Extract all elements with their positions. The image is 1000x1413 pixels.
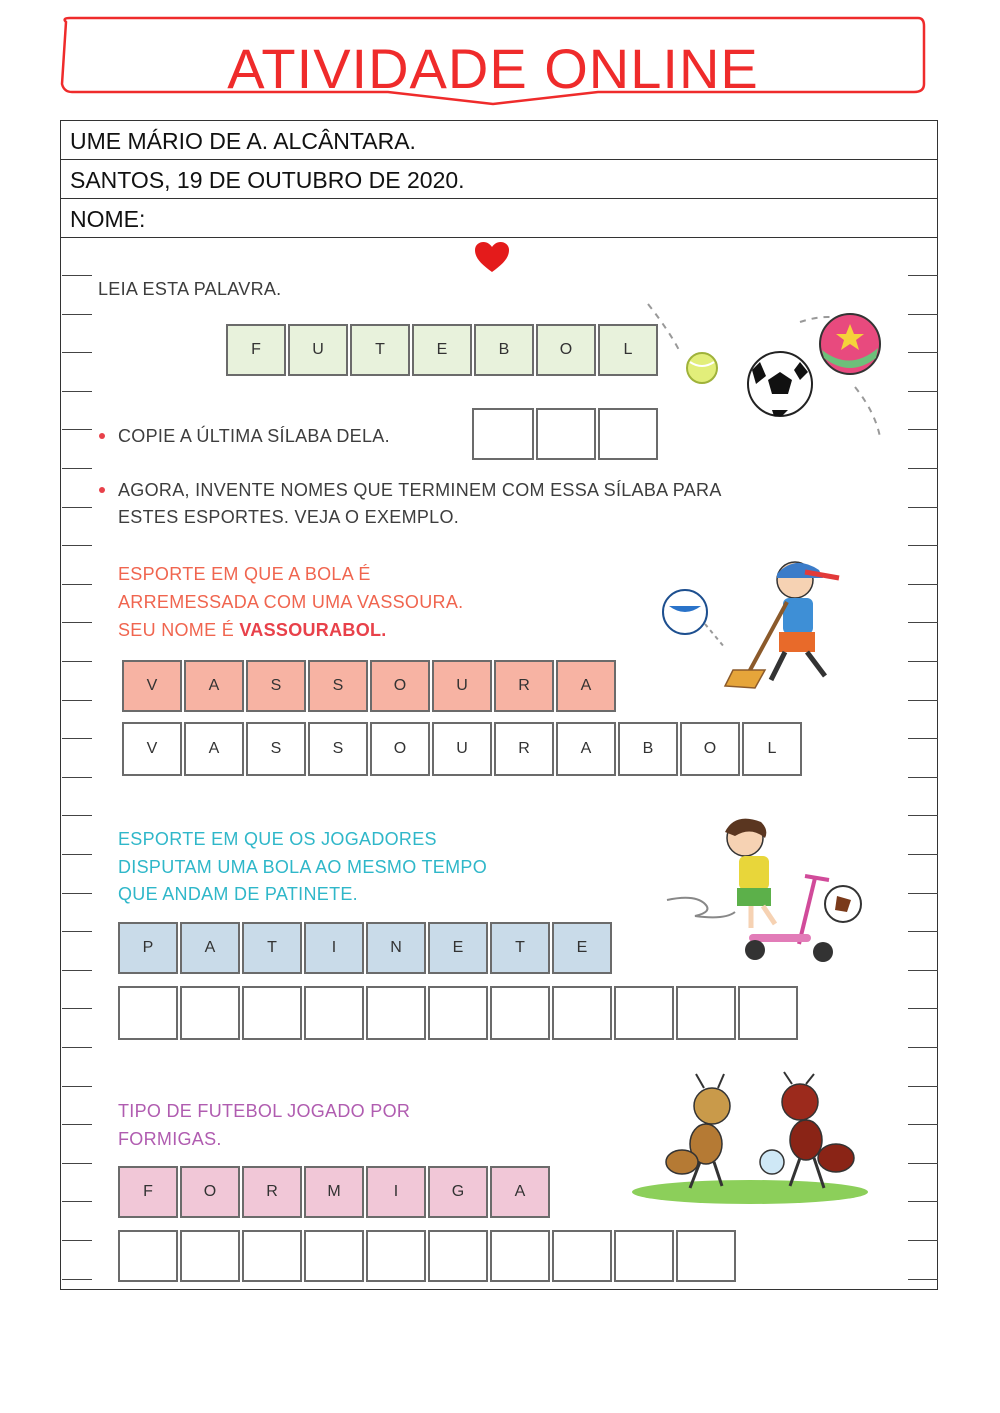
letter-cell: L (598, 324, 658, 376)
margin-line (62, 391, 92, 392)
answer-box[interactable] (366, 1230, 426, 1282)
letter-cell: E (428, 922, 488, 974)
margin-line (62, 815, 92, 816)
margin-line (908, 352, 938, 353)
margin-line (908, 738, 938, 739)
answer-box[interactable] (614, 986, 674, 1040)
letter-cell: V (122, 660, 182, 712)
letter-cell: F (226, 324, 286, 376)
margin-line (62, 970, 92, 971)
balls-illustration (640, 292, 910, 442)
answer-box[interactable] (490, 1230, 550, 1282)
letter-cell: M (304, 1166, 364, 1218)
letter-cell: U (432, 722, 492, 776)
date-row (61, 160, 937, 199)
letter-cell: N (366, 922, 426, 974)
answer-box[interactable] (242, 986, 302, 1040)
word-futebol-cells (226, 324, 660, 376)
answer-box[interactable] (490, 986, 550, 1040)
letter-cell: S (246, 722, 306, 776)
letter-cell: R (494, 722, 554, 776)
letter-cell: R (494, 660, 554, 712)
invent-instruction-line1: AGORA, INVENTE NOMES QUE TERMINEM COM ESSA SÍLABA PARA (118, 480, 722, 500)
margin-line (908, 275, 938, 276)
letter-cell: O (370, 722, 430, 776)
answer-box[interactable] (738, 986, 798, 1040)
margin-line (908, 584, 938, 585)
letter-cell: E (552, 922, 612, 974)
letter-cell: E (412, 324, 472, 376)
margin-line (62, 1047, 92, 1048)
margin-line (62, 429, 92, 430)
letter-cell: A (184, 660, 244, 712)
letter-cell: A (556, 722, 616, 776)
answer-box[interactable] (552, 1230, 612, 1282)
margin-line (908, 468, 938, 469)
answer-box[interactable] (304, 1230, 364, 1282)
margin-line (62, 584, 92, 585)
answer-box[interactable] (304, 986, 364, 1040)
margin-line (62, 931, 92, 932)
example1-line3 (118, 617, 387, 644)
margin-line (908, 700, 938, 701)
answer-box[interactable] (536, 408, 596, 460)
answer-box[interactable] (366, 986, 426, 1040)
girl-scooter-illustration (665, 808, 870, 966)
margin-line (908, 1163, 938, 1164)
example1-line3-prefix: SEU NOME É (118, 620, 240, 640)
example1-line2: ARREMESSADA COM UMA VASSOURA. (118, 592, 464, 612)
letter-cell: S (308, 722, 368, 776)
margin-line (62, 507, 92, 508)
margin-line (908, 815, 938, 816)
margin-line (908, 931, 938, 932)
answer-box[interactable] (614, 1230, 674, 1282)
margin-line (908, 391, 938, 392)
margin-line (908, 970, 938, 971)
letter-cell: S (308, 660, 368, 712)
margin-line (62, 1008, 92, 1009)
answer-box[interactable] (180, 986, 240, 1040)
letter-cell: P (118, 922, 178, 974)
margin-line (62, 1201, 92, 1202)
read-instruction: LEIA ESTA PALAVRA. (98, 279, 282, 299)
margin-line (908, 1279, 938, 1280)
margin-line (62, 777, 92, 778)
margin-line (908, 1240, 938, 1241)
margin-line (908, 893, 938, 894)
school-name: UME MÁRIO DE A. ALCÂNTARA. (70, 128, 416, 154)
letter-cell: S (246, 660, 306, 712)
margin-line (908, 507, 938, 508)
margin-line (62, 545, 92, 546)
letter-cell: O (370, 660, 430, 712)
margin-line (62, 854, 92, 855)
margin-line (62, 622, 92, 623)
margin-line (908, 854, 938, 855)
answer-box[interactable] (472, 408, 534, 460)
example2-line2: DISPUTAM UMA BOLA AO MESMO TEMPO (118, 857, 488, 877)
example2-line1: ESPORTE EM QUE OS JOGADORES (118, 829, 437, 849)
margin-line (908, 1201, 938, 1202)
margin-line (62, 700, 92, 701)
margin-line (908, 1008, 938, 1009)
margin-line (62, 738, 92, 739)
name-row[interactable] (61, 199, 937, 238)
margin-line (62, 314, 92, 315)
letter-cell: A (184, 722, 244, 776)
answer-box[interactable] (118, 986, 178, 1040)
margin-line (62, 1124, 92, 1125)
margin-line (62, 468, 92, 469)
margin-line (62, 1163, 92, 1164)
letter-cell: T (490, 922, 550, 974)
margin-line (908, 1086, 938, 1087)
letter-cell: A (556, 660, 616, 712)
letter-cell: B (618, 722, 678, 776)
letter-cell: G (428, 1166, 488, 1218)
title-banner (58, 14, 928, 108)
heart-icon (473, 240, 511, 274)
letter-cell: F (118, 1166, 178, 1218)
answer-box[interactable] (428, 986, 488, 1040)
vassoura-cells (122, 660, 618, 712)
patinete-cells (118, 922, 614, 974)
letter-cell: O (180, 1166, 240, 1218)
margin-line (908, 1124, 938, 1125)
letter-cell: T (242, 922, 302, 974)
margin-line (908, 545, 938, 546)
bullet-icon (99, 487, 105, 493)
margin-line (908, 661, 938, 662)
margin-line (62, 1240, 92, 1241)
letter-cell: A (180, 922, 240, 974)
letter-cell: V (122, 722, 182, 776)
date-text: SANTOS, 19 DE OUTUBRO DE 2020. (70, 167, 465, 193)
school-row (61, 121, 937, 160)
letter-cell: I (366, 1166, 426, 1218)
example3-line2: FORMIGAS. (118, 1129, 222, 1149)
margin-line (908, 622, 938, 623)
letter-cell: T (350, 324, 410, 376)
margin-line (62, 275, 92, 276)
margin-line (908, 314, 938, 315)
margin-line (62, 661, 92, 662)
margin-line (908, 777, 938, 778)
answer-box[interactable] (242, 1230, 302, 1282)
letter-cell: O (536, 324, 596, 376)
example1-line1: ESPORTE EM QUE A BOLA É (118, 564, 371, 584)
name-label: NOME: (70, 206, 146, 232)
letter-cell: L (742, 722, 802, 776)
answer-box[interactable] (676, 1230, 736, 1282)
invent-instruction-line2: ESTES ESPORTES. VEJA O EXEMPLO. (118, 507, 460, 527)
letter-cell: R (242, 1166, 302, 1218)
example2-line3: QUE ANDAM DE PATINETE. (118, 884, 358, 904)
margin-line (62, 1086, 92, 1087)
bullet-icon (99, 433, 105, 439)
margin-line (62, 1279, 92, 1280)
formiga-cells (118, 1166, 552, 1218)
margin-line (62, 893, 92, 894)
answer-box[interactable] (428, 1230, 488, 1282)
letter-cell: A (490, 1166, 550, 1218)
page-title: ATIVIDADE ONLINE (227, 37, 759, 100)
ants-football-illustration (630, 1070, 870, 1206)
answer-box[interactable] (118, 1230, 178, 1282)
example1-answer-word: VASSOURABOL. (239, 620, 387, 640)
answer-box[interactable] (676, 986, 736, 1040)
letter-cell: I (304, 922, 364, 974)
letter-cell: U (432, 660, 492, 712)
margin-line (62, 352, 92, 353)
vassourabol-cells (122, 722, 804, 776)
formiga-answer-boxes[interactable] (118, 1230, 738, 1282)
patinete-answer-boxes[interactable] (118, 986, 800, 1040)
answer-box[interactable] (552, 986, 612, 1040)
margin-line (908, 429, 938, 430)
letter-cell: O (680, 722, 740, 776)
example3-line1: TIPO DE FUTEBOL JOGADO POR (118, 1101, 411, 1121)
answer-box[interactable] (180, 1230, 240, 1282)
margin-line (908, 1047, 938, 1048)
letter-cell: U (288, 324, 348, 376)
boy-broom-illustration (655, 552, 855, 692)
last-syllable-boxes[interactable] (472, 408, 660, 460)
answer-box[interactable] (598, 408, 658, 460)
copy-instruction: COPIE A ÚLTIMA SÍLABA DELA. (118, 426, 390, 446)
letter-cell: B (474, 324, 534, 376)
